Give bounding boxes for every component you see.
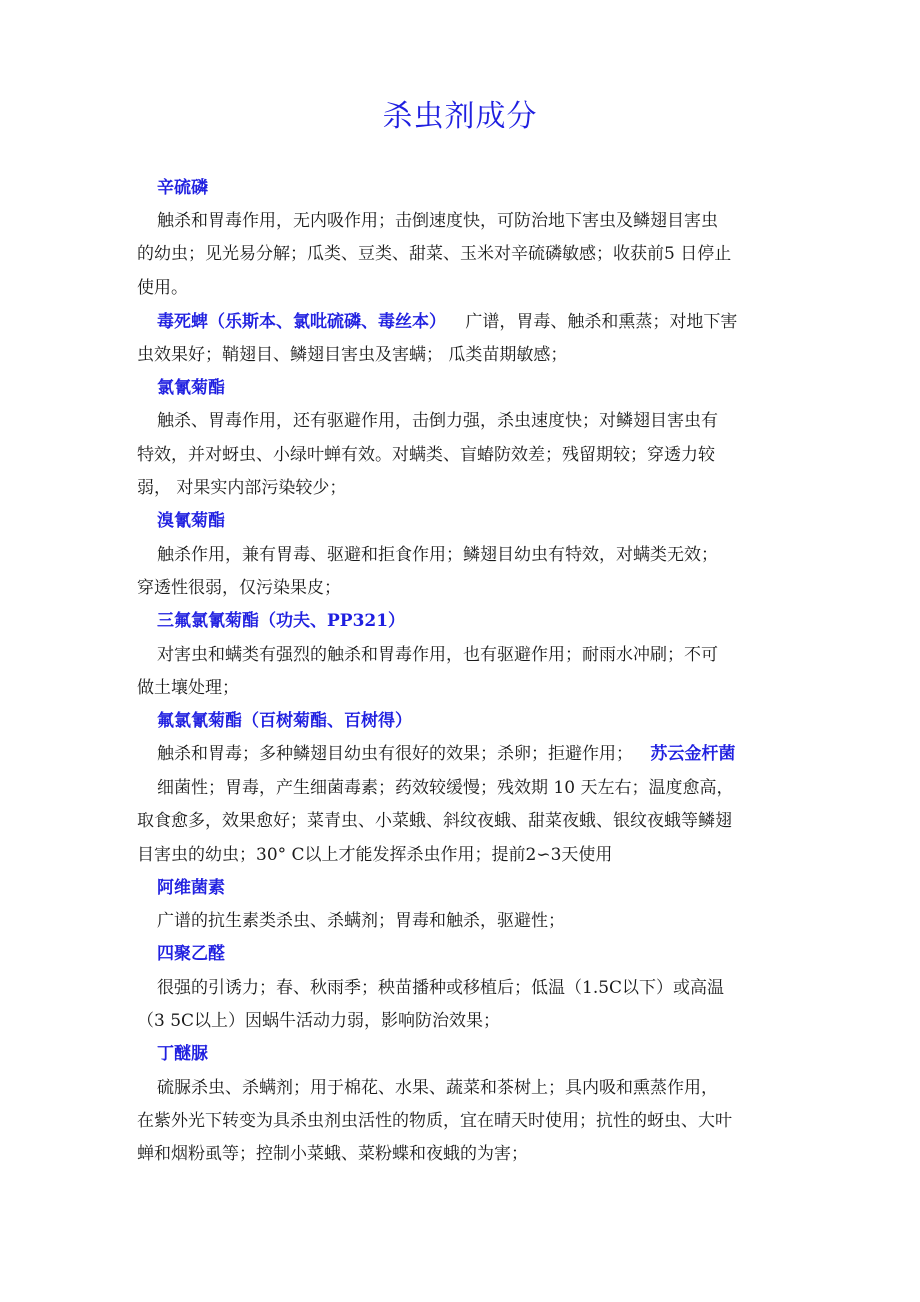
section-heading: 毒死蜱（乐斯本、氯吡硫磷、毒丝本） — [157, 312, 446, 332]
body-line: 细菌性；胃毒，产生细菌毒素；药效较缓慢；残效期 10 天左右；温度愈高， — [157, 778, 734, 798]
section-heading: 苏云金杆菌 — [650, 744, 736, 764]
body-line: 做土壤处理； — [137, 678, 239, 698]
body-line: 特效，并对蚜虫、小绿叶蝉有效。对螨类、盲蝽防效差；残留期较；穿透力较 — [137, 445, 715, 465]
section-heading: 溴氰菊酯 — [157, 511, 225, 531]
section-heading: 四聚乙醛 — [157, 944, 225, 964]
body-line: 弱， 对果实内部污染较少； — [137, 478, 347, 498]
body-line: 对害虫和螨类有强烈的触杀和胃毒作用，也有驱避作用；耐雨水冲刷；不可 — [157, 645, 718, 665]
body-line: 很强的引诱力；春、秋雨季；秧苗播种或移植后；低温（1.5C以下）或高温 — [157, 978, 725, 998]
body-text: 广谱，胃毒、触杀和熏蒸；对地下害 — [465, 312, 738, 332]
body-line: 触杀作用，兼有胃毒、驱避和拒食作用；鳞翅目幼虫有特效，对螨类无效； — [157, 545, 718, 565]
body-line: 在紫外光下转变为具杀虫剂虫活性的物质，宜在晴天时使用；抗性的蚜虫、大叶 — [137, 1111, 732, 1131]
section-heading: 阿维菌素 — [157, 878, 225, 898]
body-text: 触杀和胃毒；多种鳞翅目幼虫有很好的效果；杀卵；拒避作用； — [157, 744, 633, 764]
section-heading: 丁醚脲 — [157, 1044, 208, 1064]
body-line: 使用。 — [137, 278, 188, 298]
section-heading: 辛硫磷 — [157, 178, 208, 198]
body-line: （3 5C以上）因蜗牛活动力弱，影响防治效果； — [137, 1011, 501, 1031]
section-heading: 氯氰菊酯 — [157, 378, 225, 398]
body-line: 的幼虫；见光易分解；瓜类、豆类、甜菜、玉米对辛硫磷敏感；收获前5 日停止 — [137, 244, 732, 264]
body-line: 蝉和烟粉虱等；控制小菜蛾、菜粉蝶和夜蛾的为害； — [137, 1144, 528, 1164]
body-line: 取食愈多，效果愈好；菜青虫、小菜蛾、斜纹夜蛾、甜菜夜蛾、银纹夜蛾等鳞翅 — [137, 811, 732, 831]
body-line: 触杀、胃毒作用，还有驱避作用，击倒力强，杀虫速度快；对鳞翅目害虫有 — [157, 411, 718, 431]
section-line — [157, 743, 735, 765]
section-line — [157, 311, 737, 333]
section-heading: 三氟氯氰菊酯（功夫、PP321） — [157, 611, 406, 631]
section-heading: 氟氯氰菊酯（百树菊酯、百树得） — [157, 711, 412, 731]
body-line: 目害虫的幼虫；30° C以上才能发挥杀虫作用；提前2∽3天使用 — [137, 845, 613, 865]
body-line: 广谱的抗生素类杀虫、杀螨剂；胃毒和触杀，驱避性； — [157, 911, 565, 931]
body-line: 虫效果好；鞘翅目、鳞翅目害虫及害螨； 瓜类苗期敏感； — [137, 345, 568, 365]
body-line: 硫脲杀虫、杀螨剂；用于棉花、水果、蔬菜和茶树上；具内吸和熏蒸作用， — [157, 1078, 718, 1098]
body-line: 触杀和胃毒作用，无内吸作用；击倒速度快，可防治地下害虫及鳞翅目害虫 — [157, 211, 718, 231]
body-line: 穿透性很弱，仅污染果皮； — [137, 578, 341, 598]
page-title: 杀虫剂成分 — [382, 99, 538, 134]
